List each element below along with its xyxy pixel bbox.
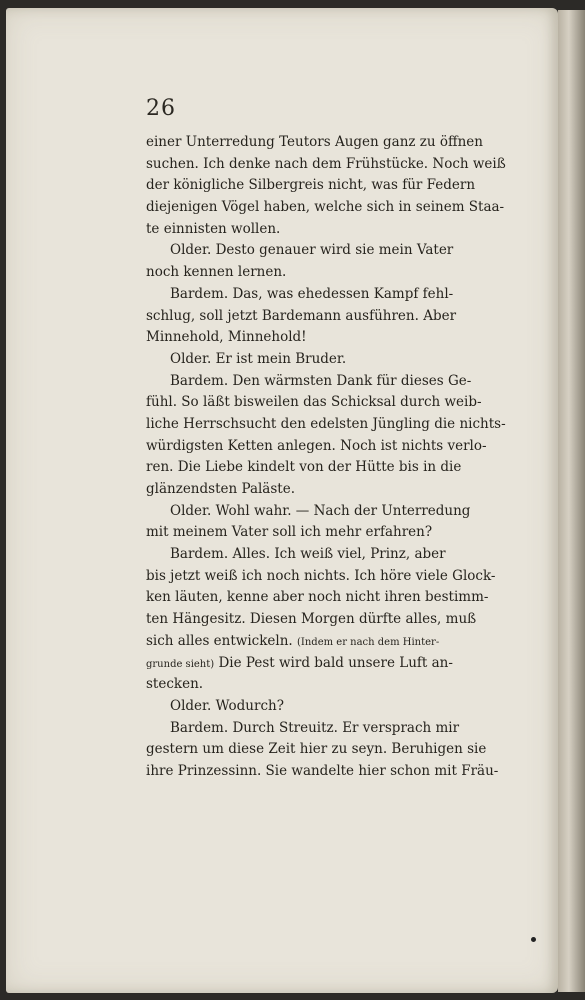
speaker-line: Bardem. Das, was ehedessen Kampf fehl- (170, 285, 454, 302)
speaker-line: Bardem. Den wärmsten Dank für dieses Ge- (170, 372, 472, 389)
text-line: fühl. So läßt bisweilen das Schicksal durch weib- (146, 394, 482, 411)
text-line: ken läuten, kenne aber noch nicht ihren bestimm- (146, 589, 489, 606)
text-line (146, 653, 508, 675)
ink-speck (531, 937, 536, 942)
text-line: suchen. Ich denke nach dem Frühstücke. Noch weiß (146, 155, 506, 172)
text-line: gestern um diese Zeit hier zu seyn. Beruhigen sie (146, 741, 487, 758)
speaker-line: Older. Wohl wahr. — Nach der Unterredung (170, 502, 471, 519)
text-line: Minnehold, Minnehold! (146, 329, 307, 346)
text-segment: sich alles entwickeln. (146, 632, 293, 649)
text-line: ihre Prinzessinn. Sie wandelte hier schon mit Fräu- (146, 762, 499, 779)
page-text (146, 132, 508, 783)
text-segment: Die Pest wird bald unsere Luft an- (218, 654, 453, 671)
speaker-line: Bardem. Alles. Ich weiß viel, Prinz, aber (170, 546, 446, 563)
stage-direction: (Indem er nach dem Hinter- (297, 636, 440, 648)
text-line: ren. Die Liebe kindelt von der Hütte bis in die (146, 459, 462, 476)
text-line: würdigsten Ketten anlegen. Noch ist nichts verlo- (146, 437, 487, 454)
speaker-line: Older. Desto genauer wird sie mein Vater (170, 242, 454, 259)
text-line: einer Unterredung Teutors Augen ganz zu öffnen (146, 134, 483, 150)
speaker-line: Older. Wodurch? (170, 697, 284, 714)
next-page-edge (558, 10, 585, 992)
text-line: diejenigen Vögel haben, welche sich in seinem Staa- (146, 199, 505, 216)
speaker-line: Bardem. Durch Streuitz. Er versprach mir (170, 719, 460, 736)
text-line: liche Herrschsucht den edelsten Jüngling die nichts- (146, 415, 506, 432)
text-line: schlug, soll jetzt Bardemann ausführen. Aber (146, 307, 457, 324)
speaker-line: Older. Er ist mein Bruder. (170, 350, 347, 367)
text-line: stecken. (146, 676, 204, 693)
text-line: ten Hängesitz. Diesen Morgen dürfte alles, muß (146, 611, 477, 628)
text-line: bis jetzt weiß ich noch nichts. Ich höre viele Glock- (146, 567, 496, 584)
text-line: noch kennen lernen. (146, 264, 287, 281)
text-line: te einnisten wollen. (146, 220, 281, 237)
text-line: mit meinem Vater soll ich mehr erfahren? (146, 524, 433, 541)
page-number: 26 (146, 96, 176, 121)
text-line: glänzendsten Paläste. (146, 481, 295, 497)
stage-direction: grunde sieht) (146, 658, 215, 670)
text-line: der königliche Silbergreis nicht, was für Federn (146, 177, 476, 194)
text-line (146, 631, 508, 653)
